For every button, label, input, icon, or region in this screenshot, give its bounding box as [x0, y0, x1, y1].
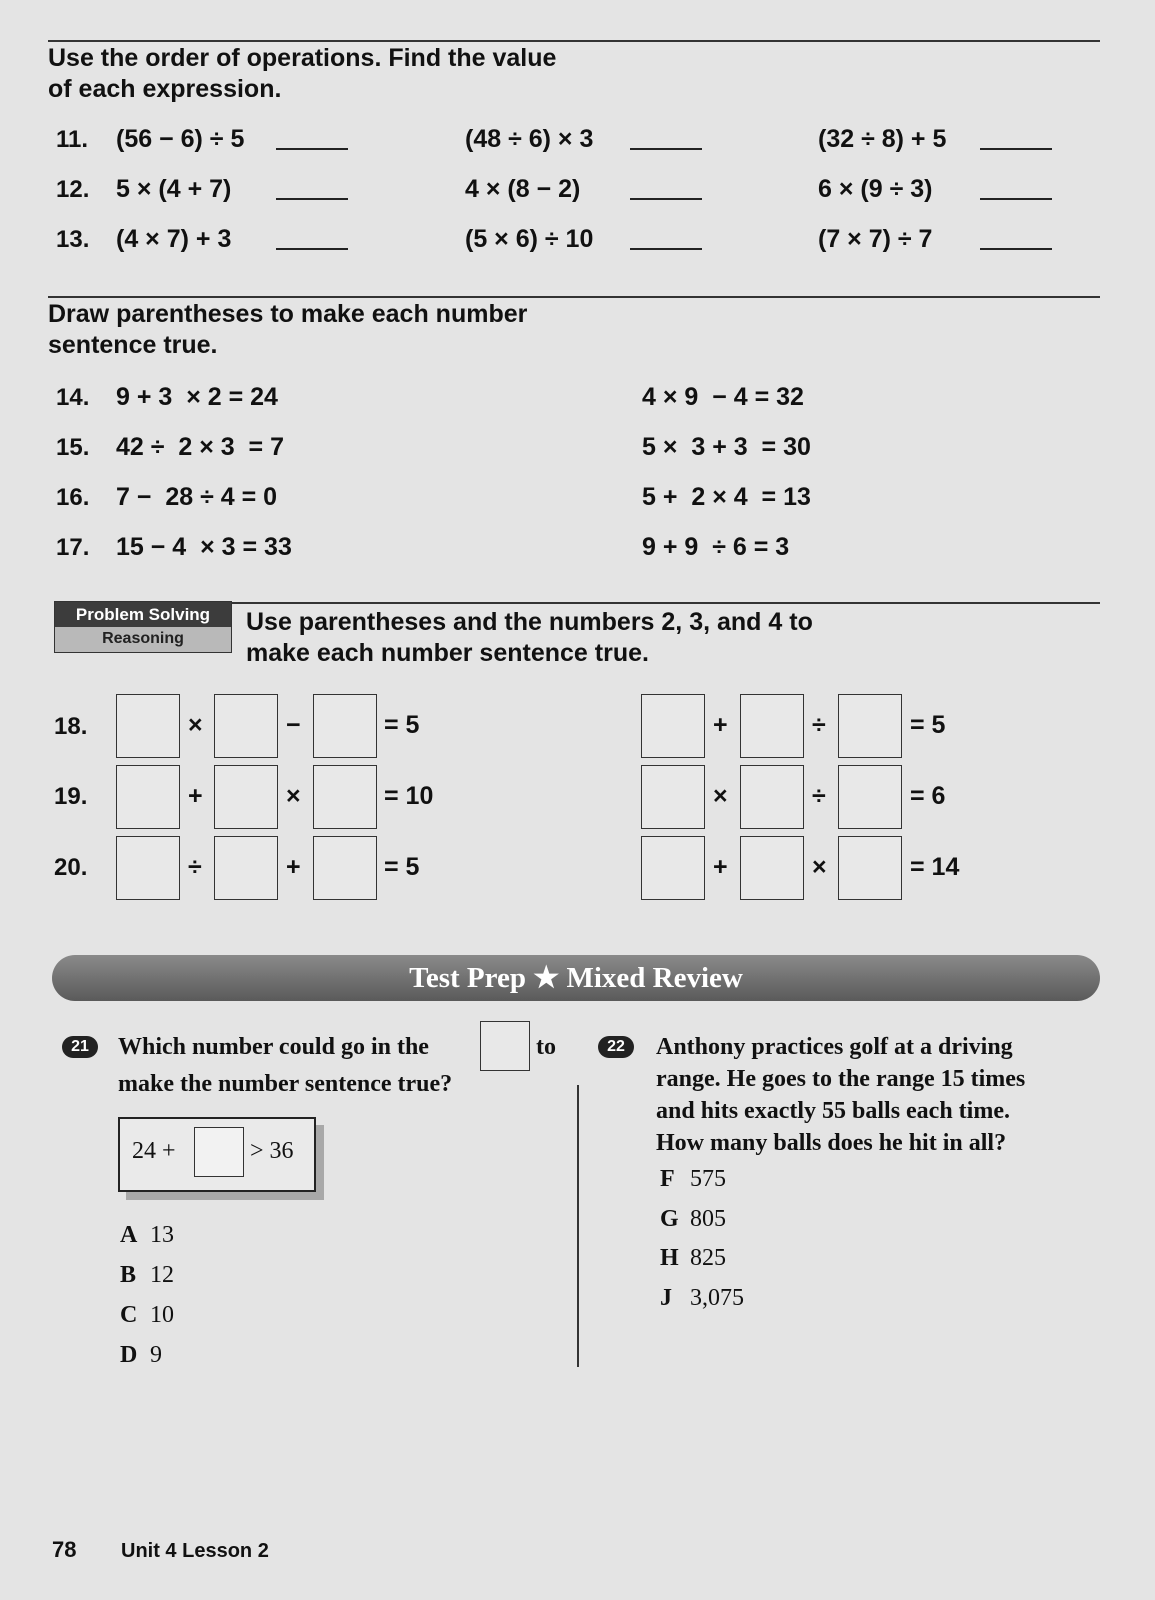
answer-blank[interactable]: [980, 248, 1052, 250]
number-box[interactable]: [838, 836, 902, 900]
problem-number: 20.: [54, 854, 88, 881]
operator: ÷: [812, 711, 826, 739]
operator: +: [188, 782, 203, 810]
choice-f[interactable]: F 575: [660, 1166, 726, 1192]
number-box[interactable]: [313, 694, 377, 758]
expression: 5 × (4 + 7): [116, 175, 232, 203]
number-box[interactable]: [116, 836, 180, 900]
operator: +: [286, 853, 301, 881]
operator: +: [713, 853, 728, 881]
badge-top-label: Problem Solving: [55, 602, 231, 627]
result: = 5: [384, 711, 420, 739]
choice-g[interactable]: G 805: [660, 1206, 726, 1232]
choice-c[interactable]: C 10: [120, 1302, 174, 1328]
operator: ÷: [812, 782, 826, 810]
result: = 6: [910, 782, 946, 810]
inequality-blank-box[interactable]: [194, 1127, 244, 1177]
question-21-text-to: to: [536, 1034, 556, 1060]
choice-h[interactable]: H 825: [660, 1245, 726, 1271]
choice-d[interactable]: D 9: [120, 1342, 162, 1368]
test-prep-banner: Test Prep ★ Mixed Review: [52, 955, 1100, 1001]
number-box[interactable]: [740, 836, 804, 900]
number-box[interactable]: [313, 836, 377, 900]
number-box[interactable]: [838, 694, 902, 758]
answer-blank[interactable]: [276, 248, 348, 250]
answer-blank[interactable]: [276, 148, 348, 150]
expression: (56 − 6) ÷ 5: [116, 125, 245, 153]
result: = 5: [384, 853, 420, 881]
result: = 10: [384, 782, 434, 810]
inline-answer-box: [480, 1021, 530, 1071]
operator: ÷: [188, 853, 202, 881]
badge-bottom-label: Reasoning: [55, 627, 231, 652]
expression: (4 × 7) + 3: [116, 225, 232, 253]
problem-number: 15.: [56, 434, 90, 461]
number-sentence[interactable]: 15 − 4 × 3 = 33: [116, 533, 292, 561]
problem-solving-rule: [232, 602, 1100, 604]
number-box[interactable]: [740, 765, 804, 829]
number-box[interactable]: [116, 765, 180, 829]
expression: (5 × 6) ÷ 10: [465, 225, 594, 253]
number-box[interactable]: [214, 765, 278, 829]
inequality-right: > 36: [250, 1138, 294, 1164]
number-box[interactable]: [641, 836, 705, 900]
problem-number: 17.: [56, 534, 90, 561]
inequality-left: 24 +: [132, 1138, 176, 1164]
problem-number: 18.: [54, 713, 88, 740]
expression: (48 ÷ 6) × 3: [465, 125, 594, 153]
problem-number: 19.: [54, 783, 88, 810]
choice-j[interactable]: J 3,075: [660, 1285, 744, 1311]
expression: (32 ÷ 8) + 5: [818, 125, 947, 153]
question-21-text: Which number could go in the: [118, 1034, 429, 1060]
unit-label: Unit 4 Lesson 2: [121, 1540, 269, 1562]
problem-number: 16.: [56, 484, 90, 511]
answer-blank[interactable]: [980, 148, 1052, 150]
number-box[interactable]: [214, 694, 278, 758]
question-21-text-line2: make the number sentence true?: [118, 1071, 453, 1097]
top-rule: [48, 40, 1100, 42]
number-sentence[interactable]: 5 + 2 × 4 = 13: [642, 483, 811, 511]
result: = 14: [910, 853, 960, 881]
number-sentence[interactable]: 5 × 3 + 3 = 30: [642, 433, 811, 461]
column-divider: [577, 1085, 579, 1367]
result: = 5: [910, 711, 946, 739]
answer-blank[interactable]: [630, 198, 702, 200]
problem-number: 14.: [56, 384, 90, 411]
problem-number: 11.: [56, 126, 89, 153]
operator: +: [713, 711, 728, 739]
operator: ×: [713, 782, 728, 810]
operator: ×: [286, 782, 301, 810]
problem-solving-badge: [54, 601, 232, 653]
number-box[interactable]: [641, 765, 705, 829]
answer-blank[interactable]: [276, 198, 348, 200]
operator: −: [286, 711, 301, 739]
section2-heading: Draw parentheses to make each number sentence true.: [48, 300, 528, 359]
number-box[interactable]: [838, 765, 902, 829]
section1-heading: Use the order of operations. Find the value of each expression.: [48, 44, 557, 103]
choice-b[interactable]: B 12: [120, 1262, 174, 1288]
problem-number: 12.: [56, 176, 90, 203]
number-box[interactable]: [740, 694, 804, 758]
answer-blank[interactable]: [630, 148, 702, 150]
expression: (7 × 7) ÷ 7: [818, 225, 933, 253]
number-sentence[interactable]: 4 × 9 − 4 = 32: [642, 383, 804, 411]
number-sentence[interactable]: 7 − 28 ÷ 4 = 0: [116, 483, 278, 511]
problem-solving-instruction: Use parentheses and the numbers 2, 3, and 4 to make each number sentence true.: [246, 608, 813, 667]
question-22-text: Anthony practices golf at a driving range. He goes to the range 15 times and hits exactly 55 balls each time. How many balls does he hit in all?: [656, 1034, 1026, 1156]
number-box[interactable]: [313, 765, 377, 829]
number-box[interactable]: [116, 694, 180, 758]
question-22-badge: 22: [598, 1036, 634, 1058]
section2-rule: [48, 296, 1100, 298]
answer-blank[interactable]: [630, 248, 702, 250]
choice-a[interactable]: A 13: [120, 1222, 174, 1248]
number-box[interactable]: [641, 694, 705, 758]
operator: ×: [812, 853, 827, 881]
number-sentence[interactable]: 9 + 3 × 2 = 24: [116, 383, 278, 411]
number-box[interactable]: [214, 836, 278, 900]
number-sentence[interactable]: 42 ÷ 2 × 3 = 7: [116, 433, 285, 461]
inequality-box: [118, 1117, 316, 1192]
operator: ×: [188, 711, 203, 739]
question-21-badge: 21: [62, 1036, 98, 1058]
number-sentence[interactable]: 9 + 9 ÷ 6 = 3: [642, 533, 790, 561]
page-number: 78: [52, 1537, 77, 1562]
answer-blank[interactable]: [980, 198, 1052, 200]
expression: 4 × (8 − 2): [465, 175, 581, 203]
problem-number: 13.: [56, 226, 90, 253]
expression: 6 × (9 ÷ 3): [818, 175, 933, 203]
